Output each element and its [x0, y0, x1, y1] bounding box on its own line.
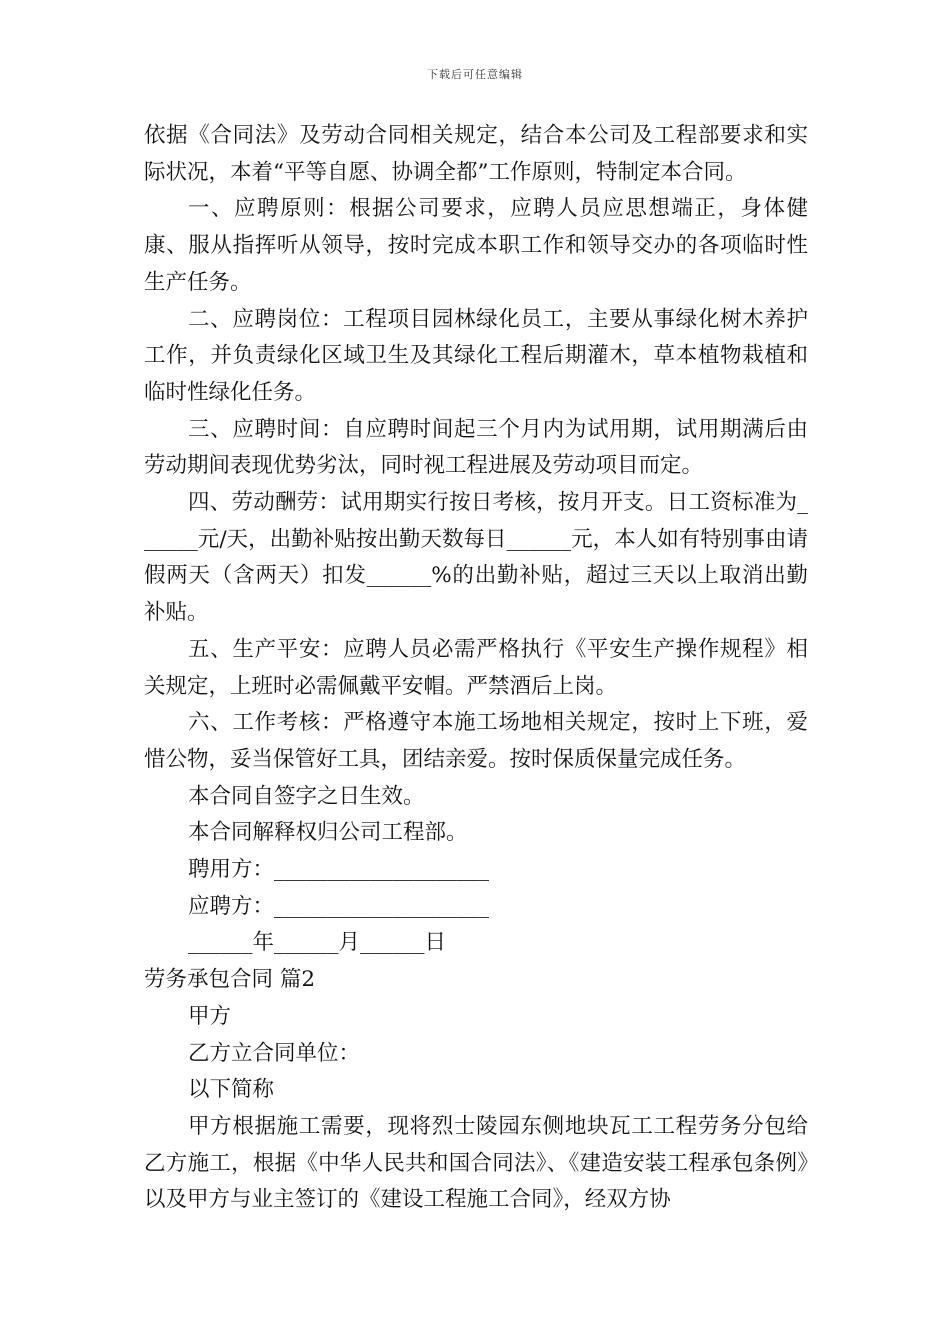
- clause-1-paragraph: 一、应聘原则：根据公司要求，应聘人员应思想端正，身体健康、服从指挥听从领导，按时完成本职工作和领导交办的各项临时性生产任务。: [144, 196, 808, 295]
- page-header: 下载后可任意编辑: [427, 68, 523, 81]
- employee-signature-line: 应聘方：____________________: [188, 893, 490, 919]
- contract-intro-paragraph: 甲方根据施工需要，现将烈士陵园东侧地块瓦工工程劳务分包给乙方施工，根据《中华人民共和国合同法》、《建造安装工程承包条例》以及甲方与业主签订的《建设工程施工合同》，经双方协: [144, 1113, 808, 1213]
- party-b-line: 乙方立合同单位：: [188, 1040, 361, 1066]
- abbreviation-line: 以下简称: [188, 1077, 275, 1103]
- clause-4-paragraph: 四、劳动酬劳：试用期实行按日考核，按月开支。日工资标准为______元/天，出勤补贴按出勤天数每日______元，本人如有特别事由请假两天（含两天）扣发______%的出勤补贴，超过三天以上取消出勤补贴。: [144, 490, 808, 626]
- date-line: ______年______月______日: [188, 930, 447, 956]
- employer-signature-line: 聘用方：____________________: [188, 857, 490, 883]
- clause-2-paragraph: 二、应聘岗位：工程项目园林绿化员工，主要从事绿化树木养护工作，并负责绿化区域卫生及其绿化工程后期灌木，草本植物栽植和临时性绿化任务。: [144, 306, 808, 405]
- party-a-line: 甲方: [188, 1003, 232, 1029]
- section-title: 劳务承包合同 篇2: [144, 967, 316, 993]
- clause-3-paragraph: 三、应聘时间：自应聘时间起三个月内为试用期，试用期满后由劳动期间表现优势劣汰，同时视工程进展及劳动项目而定。: [144, 416, 808, 479]
- clause-6-paragraph: 六、工作考核：严格遵守本施工场地相关规定，按时上下班，爱惜公物，妥当保管好工具，团结亲爱。按时保质保量完成任务。: [144, 710, 808, 772]
- intro-paragraph: 依据《合同法》及劳动合同相关规定，结合本公司及工程部要求和实际状况，本着“平等自愿、协调全都”工作原则，特制定本合同。: [144, 123, 808, 185]
- interpretation-paragraph: 本合同解释权归公司工程部。: [188, 820, 468, 846]
- document-body: [144, 118, 808, 1219]
- effective-date-paragraph: 本合同自签字之日生效。: [188, 783, 425, 809]
- clause-5-paragraph: 五、生产平安：应聘人员必需严格执行《平安生产操作规程》相关规定，上班时必需佩戴平安帽。严禁酒后上岗。: [144, 636, 808, 699]
